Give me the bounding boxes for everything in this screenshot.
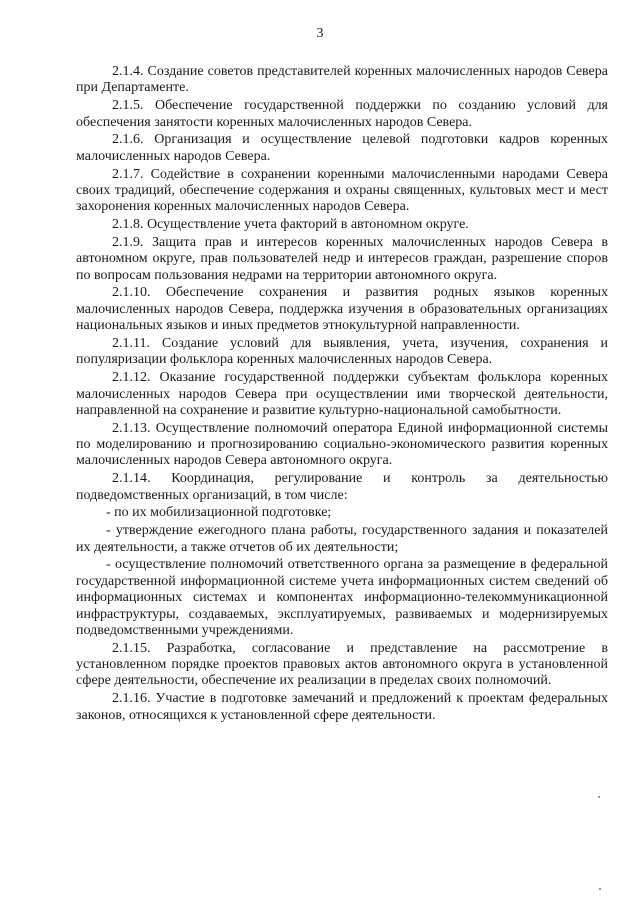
paragraph-2-1-13: 2.1.13. Осуществление полномочий оператора Единой информационной системы по моделированию и прогнозированию социально-экономического развития коренных малочисленных народов Севера автономного округа. bbox=[76, 420, 608, 469]
paragraph-2-1-5: 2.1.5. Обеспечение государственной поддержки по созданию условий для обеспечения занятости коренных малочисленных народов Севера. bbox=[76, 98, 608, 130]
paragraph-2-1-11: 2.1.11. Создание условий для выявления, учета, изучения, сохранения и популяризации фольклора коренных малочисленных народов Севера. bbox=[76, 336, 608, 368]
scan-speck bbox=[599, 888, 601, 890]
document-body bbox=[76, 64, 608, 725]
paragraph-2-1-4: 2.1.4. Создание советов представителей коренных малочисленных народов Севера при Департаменте. bbox=[76, 64, 608, 96]
paragraph-2-1-15: 2.1.15. Разработка, согласование и представление на рассмотрение в установленном порядке проектов правовых актов автономного округа в установленной сфере деятельности, обеспечение их реализации в пределах своих полномочий. bbox=[76, 640, 608, 689]
paragraph-2-1-10: 2.1.10. Обеспечение сохранения и развития родных языков коренных малочисленных народов Севера, поддержка изучения в образовательных организациях национальных языков и иных предметов этнокультурной направленности. bbox=[76, 285, 608, 334]
paragraph-2-1-16: 2.1.16. Участие в подготовке замечаний и предложений к проектам федеральных законов, относящихся к установленной сфере деятельности. bbox=[76, 691, 608, 723]
page-number: 3 bbox=[316, 26, 324, 41]
paragraph-2-1-9: 2.1.9. Защита прав и интересов коренных малочисленных народов Севера в автономном округе, прав пользователей недр и интересов граждан, разрешение споров по вопросам пользования недрами на территории автономного округа. bbox=[76, 234, 608, 283]
paragraph-2-1-8: 2.1.8. Осуществление учета факторий в автономном округе. bbox=[112, 217, 469, 233]
list-item-responsible-authority: - осуществление полномочий ответственного органа за размещение в федеральной государственной информационной системе учета информационных систем сведений об информационных системах и компонентах информационно-телекоммуникационной инфраструктуры, создаваемых, эксплуатируемых, развиваемых и модернизируемых подведомственными учреждениями. bbox=[76, 557, 608, 638]
paragraph-2-1-6: 2.1.6. Организация и осуществление целевой подготовки кадров коренных малочисленных народов Севера. bbox=[76, 132, 608, 164]
scan-speck bbox=[598, 796, 600, 798]
paragraph-2-1-7: 2.1.7. Содействие в сохранении коренными малочисленными народами Севера своих традиций, обеспечение содержания и охраны священных, культовых мест и мест захоронения коренных малочисленных народов Севера. bbox=[76, 166, 608, 215]
paragraph-2-1-12: 2.1.12. Оказание государственной поддержки субъектам фольклора коренных малочисленных народов Севера при осуществлении ими творческой деятельности, направленной на сохранение и развитие культурно-национальной самобытности. bbox=[76, 370, 608, 418]
paragraph-2-1-14: 2.1.14. Координация, регулирование и контроль за деятельностью подведомственных организаций, в том числе: bbox=[76, 471, 608, 503]
list-item-mobilization: - по их мобилизационной подготовке; bbox=[106, 505, 332, 521]
list-item-annual-plan: - утверждение ежегодного плана работы, государственного задания и показателей их деятельности, а также отчетов об их деятельности; bbox=[76, 523, 608, 555]
